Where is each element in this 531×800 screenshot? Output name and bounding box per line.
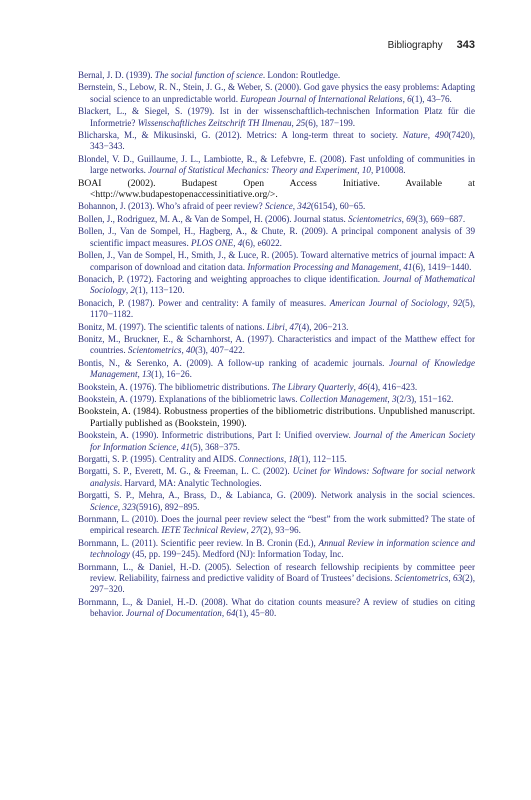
entry-italic-text: 63 xyxy=(453,573,463,584)
entry-italic-text: 2 xyxy=(130,285,135,296)
entry-text: , xyxy=(387,393,392,404)
entry-italic-text: The Library Quarterly xyxy=(271,381,354,392)
entry-italic-text: 64 xyxy=(226,608,236,619)
entry-italic-text: 25 xyxy=(296,117,306,128)
entry-text: Bonitz, M. (1997). The scientific talents of nations. xyxy=(78,321,267,332)
entry-text: Bookstein, A. (1984). Robustness properties of the bibliometric distributions. Unpublished manuscript. Partially published as (Bookstein, 1990). xyxy=(78,406,475,429)
entry-text: (5), 1170−1182. xyxy=(90,297,476,320)
entry-text: . London: Routledge. xyxy=(262,70,341,80)
entry-text: Bontis, N., & Serenko, A. (2009). A follow-up ranking of academic journals. xyxy=(78,357,390,368)
entry-italic-text: Ucinet for Windows: Software for social network analysis xyxy=(90,466,475,488)
entry-text: Blicharska, M., & Mikusinski, G. (2012). Metrics: A long-term threat to society. xyxy=(78,130,403,141)
bibliography-entry xyxy=(78,322,475,333)
entry-text: , xyxy=(447,297,454,308)
entry-text: , xyxy=(398,261,404,272)
bibliography-entry xyxy=(78,70,475,81)
entry-italic-text: 46 xyxy=(358,381,368,392)
entry-text: , xyxy=(221,608,227,619)
entry-italic-text: Science xyxy=(90,501,118,512)
bibliography-entry xyxy=(78,201,475,212)
entry-text: Bollen, J., Van de Sompel, H., Hagberg, A., & Chute, R. (2009). A principal component analysis of 39 scientific impact measures. xyxy=(78,226,475,248)
bibliography-entry xyxy=(78,466,475,489)
entry-text: (5), 368−375. xyxy=(190,441,240,452)
entry-text: (2/3), 151−162. xyxy=(396,393,454,404)
entry-text: (6), 1419−1440. xyxy=(412,261,472,272)
entry-italic-text: Journal of Documentation xyxy=(125,608,222,619)
entry-text: Bohannon, J. (2013). Who’s afraid of peer review? xyxy=(78,201,265,212)
bibliography-entry xyxy=(78,406,475,429)
entry-italic-text: Journal of the American Society for Information Science xyxy=(90,430,475,452)
entry-text: Bernstein, S., Lebow, R. N., Stein, J. G., & Weber, S. (2000). God gave physics the easy problems: Adapting social science to an unpredictable world. xyxy=(78,82,475,104)
entry-italic-text: European Journal of International Relations xyxy=(240,93,403,104)
entry-text: , xyxy=(292,201,298,212)
entry-text: (6154), 60−65. xyxy=(310,201,366,212)
entry-text: Borgatti, S. P., Everett, M. G., & Freeman, L. C. (2002). xyxy=(78,466,293,477)
entry-text: . Harvard, MA: Analytic Technologies. xyxy=(119,477,262,488)
entry-italic-text: American Journal of Sociology xyxy=(329,297,448,308)
entry-italic-text: 41 xyxy=(180,441,191,452)
entry-italic-text: Annual Review in information science and technology xyxy=(90,537,475,560)
entry-text: Borgatti, S. P. (1995). Centrality and AIDS. xyxy=(78,454,239,464)
entry-text: , xyxy=(291,117,297,128)
entry-italic-text: Journal of Statistical Mechanics: Theory and Experiment xyxy=(148,165,358,176)
entry-text: , xyxy=(427,130,435,141)
bibliography-entry xyxy=(78,82,475,105)
bibliography-entry xyxy=(78,562,475,596)
entry-text: (4), 416−423. xyxy=(367,381,418,392)
entry-text: , xyxy=(181,345,186,356)
entry-text: , xyxy=(117,501,123,512)
entry-text: Bonacich, P. (1972). Factoring and weighting approaches to clique identification. xyxy=(78,273,384,284)
entry-text: (6), 187−199. xyxy=(305,117,356,128)
entry-text: (3), 669−687. xyxy=(415,213,466,224)
entry-italic-text: Scientometrics xyxy=(127,345,182,356)
entry-italic-text: Scientometrics xyxy=(348,213,402,224)
entry-text: (5916), 892−895. xyxy=(135,501,200,512)
bibliography-entry xyxy=(78,430,475,453)
entry-text: (7420), 343−343. xyxy=(90,130,476,152)
section-title: Bibliography xyxy=(387,40,443,51)
entry-text: Blondel, V. D., Guillaume, J. L., Lambiotte, R., & Lefebvre, E. (2008). Fast unfolding of communities in large networks. xyxy=(78,153,475,176)
entry-text: , xyxy=(233,237,238,248)
entry-italic-text: Wissenschaftliches Zeitschrift TH Ilmenau xyxy=(137,117,292,128)
bibliography-entry xyxy=(78,454,475,465)
entry-text: Blackert, L., & Siegel, S. (1979). Ist in der wissenschaftlich-technischen Information Platz für die Informetrie? xyxy=(78,106,475,128)
entry-italic-text: Connections xyxy=(238,454,284,464)
entry-italic-text: 47 xyxy=(289,321,299,332)
entry-italic-text: 92 xyxy=(453,297,463,308)
entry-text: Bornmann, L. (2010). Does the journal peer review select the “best” from the work submitted? The state of empirical research. xyxy=(78,514,475,536)
entry-italic-text: Science xyxy=(264,201,293,212)
bibliography-entry xyxy=(78,178,475,201)
entry-italic-text: 342 xyxy=(297,201,311,212)
entry-italic-text: 69 xyxy=(406,213,416,224)
entry-text: Bonitz, M., Bruckner, E., & Scharnhorst, A. (1997). Characteristics and impact of the Matthew effect for countries. xyxy=(78,333,475,356)
entry-text: Bollen, J., Rodriguez, M. A., & Van de Sompel, H. (2006). Journal status. xyxy=(78,213,349,224)
entry-text: Borgatti, S. P., Mehra, A., Brass, D., & Labianca, G. (2009). Network analysis in the social sciences. xyxy=(78,490,475,501)
entry-italic-text: Collection Management xyxy=(299,393,388,404)
entry-text: , xyxy=(176,441,181,452)
entry-italic-text: 41 xyxy=(403,261,413,272)
entry-italic-text: 27 xyxy=(251,525,261,536)
entry-text: , xyxy=(402,93,408,104)
bibliography-entry xyxy=(78,394,475,405)
entry-text: (3), 407−422. xyxy=(195,345,245,356)
entry-italic-text: 4 xyxy=(237,237,243,248)
entry-text: Bornmann, L., & Daniel, H.-D. (2008). What do citation counts measure? A review of studies on citing behavior. xyxy=(78,596,475,619)
entry-text: , xyxy=(401,213,407,224)
entry-italic-text: Information Processing and Management xyxy=(247,261,399,272)
bibliography-entry xyxy=(78,382,475,393)
entry-text: (2), 297−320. xyxy=(90,573,475,595)
entry-text: , xyxy=(353,381,359,392)
entry-italic-text: Journal of Mathematical Sociology xyxy=(90,273,475,296)
entry-text: (4), 206−213. xyxy=(298,321,349,332)
entry-text: (1), 112−115. xyxy=(297,454,347,464)
entry-text: , P10008. xyxy=(370,165,406,176)
entry-italic-text: 490 xyxy=(434,130,449,141)
bibliography-entry xyxy=(78,597,475,620)
entry-text: Bonacich, P. (1987). Power and centrality: A family of measures. xyxy=(78,297,330,308)
entry-text: Bookstein, A. (1990). Informetric distributions, Part I: Unified overview. xyxy=(78,430,355,441)
bibliography-entry xyxy=(78,514,475,537)
entry-italic-text: Nature xyxy=(402,130,428,141)
bibliography-entry xyxy=(78,154,475,177)
entry-italic-text: Scientometrics xyxy=(394,573,449,584)
bibliography-entry xyxy=(78,538,475,561)
entry-text: Bollen, J., Van de Sompel, H., Smith, J., & Luce, R. (2005). Toward alternative metrics of journal impact: A comparison of download and citation data. xyxy=(78,250,475,272)
entry-text: (45, pp. 199−245). Medford (NJ): Information Today, Inc. xyxy=(129,549,344,560)
entry-text: Bornmann, L., & Daniel, H.-D. (2005). Selection of research fellowship recipients by committee peer review. Reliability, fairness and predictive validity of Board of Trustees’ decisions. xyxy=(78,561,475,584)
entry-text: , xyxy=(357,165,362,176)
entry-text: , xyxy=(283,454,289,464)
bibliography-entry xyxy=(78,130,475,153)
bibliography-entry xyxy=(78,490,475,513)
entry-text: Bookstein, A. (1976). The bibliometric distributions. xyxy=(78,381,272,392)
entry-text: , xyxy=(137,369,143,380)
page-number: 343 xyxy=(456,39,475,51)
bibliography-entry xyxy=(78,334,475,357)
entry-text: (1), 16−26. xyxy=(151,369,192,380)
entry-text: (1), 45−80. xyxy=(235,608,277,619)
bibliography-list xyxy=(78,70,475,621)
entry-text: (1), 113−120. xyxy=(134,285,185,296)
bibliography-entry xyxy=(78,214,475,225)
entry-italic-text: 3 xyxy=(391,393,397,404)
entry-text: , xyxy=(284,321,290,332)
entry-text: BOAI (2002). Budapest Open Access Initiative. Available at <http://www.budapestopenaccessinitiative.org/>. xyxy=(78,177,475,201)
bibliography-entry xyxy=(78,298,475,321)
entry-italic-text: IETE Technical Review xyxy=(161,525,247,536)
bibliography-entry xyxy=(78,106,475,129)
bibliography-entry xyxy=(78,226,475,249)
entry-text: Bernal, J. D. (1939). xyxy=(78,70,155,80)
entry-italic-text: 323 xyxy=(122,501,136,512)
entry-text: , xyxy=(125,285,131,296)
entry-text: , xyxy=(246,525,252,536)
entry-text: , xyxy=(448,573,454,584)
entry-text: Bookstein, A. (1979). Explanations of the bibliometric laws. xyxy=(78,393,300,404)
running-header xyxy=(388,39,475,51)
bibliography-entry xyxy=(78,274,475,297)
entry-italic-text: 6 xyxy=(407,93,412,104)
entry-text: Bornmann, L. (2011). Scientific peer review. In B. Cronin (Ed.), xyxy=(78,537,319,548)
entry-italic-text: 40 xyxy=(185,345,196,356)
entry-text: (6), e6022. xyxy=(242,237,282,248)
bibliography-entry xyxy=(78,358,475,381)
entry-italic-text: Libri xyxy=(266,321,285,332)
entry-text: (1), 43–76. xyxy=(411,93,452,104)
entry-italic-text: 13 xyxy=(142,369,152,380)
entry-italic-text: The social function of science xyxy=(154,70,263,80)
entry-text: (2), 93−96. xyxy=(260,525,301,536)
entry-italic-text: PLOS ONE xyxy=(191,237,234,248)
entry-italic-text: 10 xyxy=(361,165,371,176)
bibliography-entry xyxy=(78,250,475,273)
entry-italic-text: Journal of Knowledge Management xyxy=(90,357,475,380)
entry-italic-text: 18 xyxy=(288,454,298,464)
